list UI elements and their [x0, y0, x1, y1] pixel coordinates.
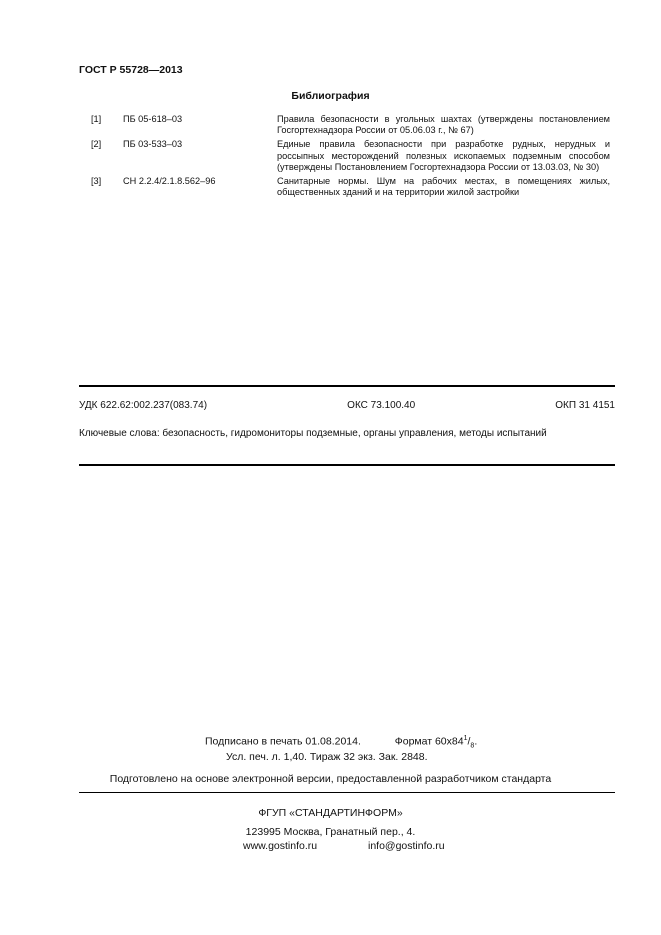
keywords: Ключевые слова: безопасность, гидромониторы подземные, органы управления, методы испытаний: [79, 428, 547, 439]
bibliography-item-text: Единые правила безопасности при разработке рудных, нерудных и россыпных месторождений полезных ископаемых подземным способом (утверждены Постановлением Госгортехнадзора России от 13.03.03, № 30): [277, 139, 610, 172]
bibliography-item-number: [3]: [91, 176, 102, 187]
publisher-name: ФГУП «СТАНДАРТИНФОРМ»: [258, 807, 403, 819]
bibliography-item-code: СН 2.2.4/2.1.8.562–96: [123, 176, 216, 187]
bibliography-item-code: ПБ 05-618–03: [123, 114, 183, 124]
paper-format-end: .: [474, 735, 478, 748]
bibliography-item: [80, 139, 610, 173]
bibliography-item: [80, 176, 610, 198]
signed-for-print-line: Подписано в печать 01.08.2014. Формат $60х84^1/_8$.: [205, 735, 478, 750]
paper-format: Формат 60х84: [394, 735, 464, 748]
bibliography-title: Библиография: [291, 90, 370, 102]
bibliography-item-code: ПБ 03-533–03: [123, 139, 183, 150]
section-divider-bottom: [79, 464, 615, 466]
bibliography-item-text: Правила безопасности в угольных шахтах (утверждены постановлением Госгортехнадзора России от 05.06.03 г., № 67): [277, 114, 610, 136]
section-divider-top: [79, 385, 615, 387]
bibliography-item-number: [1]: [91, 114, 102, 124]
document-header: ГОСТ Р 55728—2013: [79, 64, 183, 76]
bibliography-list: [80, 114, 610, 201]
bibliography-item-number: [2]: [91, 139, 102, 150]
publisher-address: 123995 Москва, Гранатный пер., 4.: [245, 826, 416, 838]
imprint-divider: [79, 792, 615, 793]
publisher-website[interactable]: www.gostinfo.ru: [243, 840, 318, 852]
bibliography-item: [80, 114, 610, 136]
udc-code: УДК 622.62:002.237(083.74): [79, 400, 208, 411]
bibliography-item-text: Санитарные нормы. Шум на рабочих местах, в помещениях жилых, общественных зданий и на территории жилой застройки: [277, 176, 610, 198]
classification-row: [79, 400, 615, 411]
signed-date: Подписано в печать 01.08.2014.: [205, 735, 361, 748]
okp-code: ОКП 31 4151: [555, 400, 615, 411]
oks-code: ОКС 73.100.40: [347, 400, 416, 411]
print-info: Усл. печ. л. 1,40. Тираж 32 экз. Зак. 2848.: [226, 751, 428, 763]
paper-format-numerator: 1: [463, 735, 468, 742]
paper-format-denominator: 8: [470, 742, 475, 750]
publisher-email[interactable]: info@gostinfo.ru: [368, 840, 445, 852]
prepared-note: Подготовлено на основе электронной версии, предоставленной разработчиком стандарта: [109, 773, 552, 785]
